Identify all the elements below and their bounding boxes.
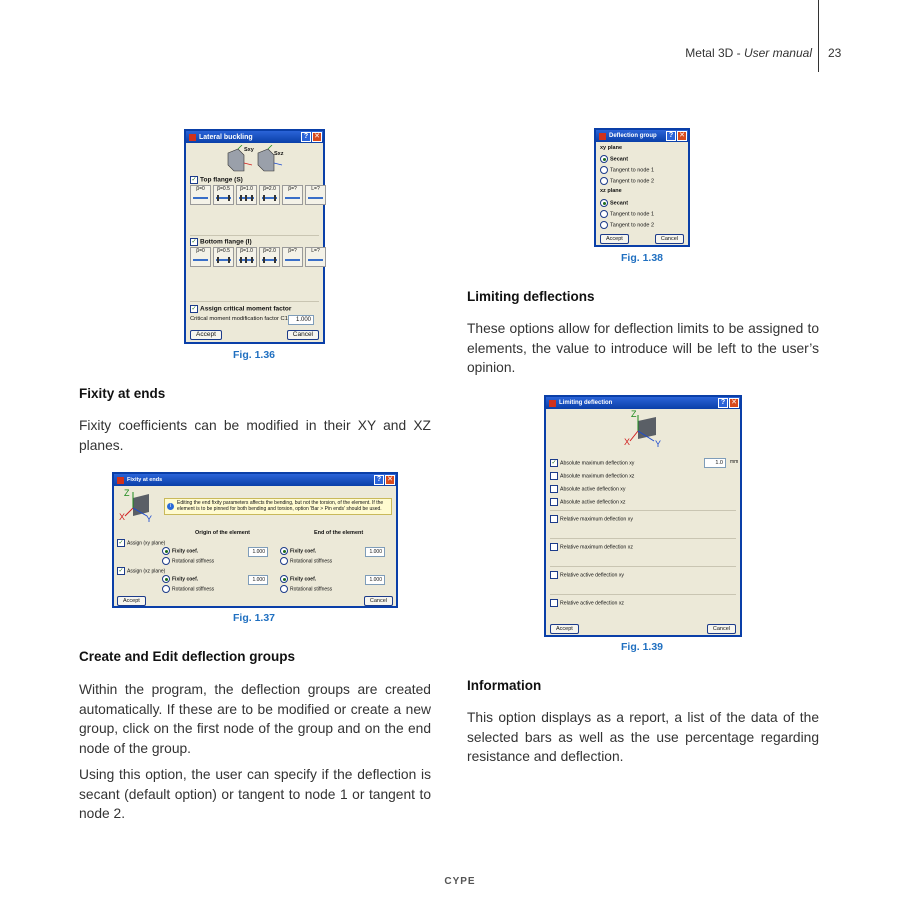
check-icon: ✓ <box>118 540 124 546</box>
axis-label-sxy: Sxy <box>244 147 254 153</box>
paragraph: Fixity coefficients can be modified in their XY and XZ planes. <box>79 418 431 453</box>
figure-caption: Fig. 1.37 <box>233 612 276 624</box>
top-flange-coefficients <box>190 185 328 205</box>
section-heading: Information <box>467 678 542 693</box>
accept-button[interactable]: Accept <box>550 624 579 634</box>
axis-z: Z <box>631 409 637 419</box>
coef-option[interactable]: L=? <box>305 185 326 205</box>
bottom-flange-checkbox[interactable]: ✓ Bottom flange (I) <box>191 238 252 246</box>
axis-x: X <box>119 512 126 522</box>
fixity-value-input[interactable]: 1.000 <box>365 547 385 557</box>
dialog-titlebar: Limiting deflection ? ✕ <box>546 397 740 409</box>
header-divider <box>818 0 819 72</box>
fixity-coef-radio[interactable]: Fixity coef. <box>280 547 316 555</box>
lateral-buckling-dialog <box>184 129 325 344</box>
end-heading: End of the element <box>314 530 364 536</box>
rel-act-xz-checkbox[interactable]: Relative active deflection xz <box>550 599 624 607</box>
abs-max-xy-input[interactable]: 1.0 <box>704 458 726 468</box>
abs-act-xy-checkbox[interactable]: Absolute active deflection xy <box>550 485 625 493</box>
coef-option[interactable]: β=1.0 <box>236 185 257 205</box>
app-icon <box>599 133 606 140</box>
rel-max-xz-checkbox[interactable]: Relative maximum deflection xz <box>550 543 633 551</box>
factor-label: Critical moment modification factor C1 <box>190 316 288 322</box>
check-icon: ✓ <box>191 306 197 312</box>
rel-act-xy-checkbox[interactable]: Relative active deflection xy <box>550 571 624 579</box>
origin-heading: Origin of the element <box>195 530 251 536</box>
help-button[interactable]: ? <box>374 475 384 485</box>
app-icon <box>117 477 124 484</box>
coef-option[interactable]: L=? <box>305 247 326 267</box>
abs-max-xy-checkbox[interactable]: ✓ Absolute maximum deflection xy <box>551 460 635 467</box>
help-button[interactable]: ? <box>666 131 676 141</box>
coef-option[interactable]: β=0.5 <box>213 185 234 205</box>
footer-brand: CYPE <box>444 876 476 887</box>
fixity-coef-radio[interactable]: Fixity coef. <box>280 575 316 583</box>
abs-act-xz-checkbox[interactable]: Absolute active deflection xz <box>550 498 625 506</box>
rotational-stiffness-radio[interactable]: Rotational stiffness <box>280 557 332 565</box>
accept-button[interactable]: Accept <box>117 596 146 606</box>
coef-option[interactable]: β=? <box>282 247 303 267</box>
bottom-flange-coefficients <box>190 247 328 267</box>
deflection-group-dialog <box>594 128 690 247</box>
close-button[interactable]: ✕ <box>312 132 322 142</box>
tangent-node-1-radio[interactable]: Tangent to node 1 <box>600 166 654 174</box>
rotational-stiffness-radio[interactable]: Rotational stiffness <box>162 557 214 565</box>
cancel-button[interactable]: Cancel <box>287 330 319 340</box>
critical-moment-checkbox[interactable]: ✓ Assign critical moment factor <box>191 305 292 313</box>
fixity-dialog <box>112 472 398 608</box>
xy-plane-label: xy plane <box>600 145 623 151</box>
coef-option[interactable]: β=2.0 <box>259 185 280 205</box>
rel-max-xy-checkbox[interactable]: Relative maximum deflection xy <box>550 515 633 523</box>
app-icon <box>549 400 556 407</box>
close-button[interactable]: ✕ <box>729 398 739 408</box>
limiting-deflection-dialog <box>544 395 742 637</box>
accept-button[interactable]: Accept <box>190 330 222 340</box>
factor-input[interactable]: 1.000 <box>288 315 314 325</box>
coef-option[interactable]: β=1.0 <box>236 247 257 267</box>
axis-label-sxz: Sxz <box>274 151 284 157</box>
info-box: i Editing the end fixity parameters affects the bending, but not the torsion, of the element. If the element is to be pinned for both bending and torsion, option 'Bar > Pin ends' should be used. <box>164 498 392 515</box>
top-flange-checkbox[interactable]: ✓ Top flange (S) <box>191 176 243 184</box>
rotational-stiffness-radio[interactable]: Rotational stiffness <box>162 585 214 593</box>
help-button[interactable]: ? <box>301 132 311 142</box>
cancel-button[interactable]: Cancel <box>364 596 393 606</box>
coef-option[interactable]: β=0.5 <box>213 247 234 267</box>
paragraph: Using this option, the user can specify if the deflection is secant (default option) or tangent to node 1 or tangent to node 2. <box>79 767 431 821</box>
section-heading: Limiting deflections <box>467 289 595 304</box>
fixity-value-input[interactable]: 1.000 <box>248 547 268 557</box>
figure-caption: Fig. 1.38 <box>621 252 664 264</box>
axis-x: X <box>624 437 631 447</box>
dialog-titlebar: Lateral buckling ? ✕ <box>186 131 323 143</box>
abs-max-xz-checkbox[interactable]: Absolute maximum deflection xz <box>550 472 634 480</box>
close-button[interactable]: ✕ <box>677 131 687 141</box>
rotational-stiffness-radio[interactable]: Rotational stiffness <box>280 585 332 593</box>
axis-z: Z <box>124 488 130 498</box>
cancel-button[interactable]: Cancel <box>707 624 736 634</box>
tangent-node-2-radio[interactable]: Tangent to node 2 <box>600 177 654 185</box>
xz-plane-label: xz plane <box>600 188 622 194</box>
section-diagram-icon <box>224 145 286 173</box>
coef-option[interactable]: β=2.0 <box>259 247 280 267</box>
fixity-value-input[interactable]: 1.000 <box>248 575 268 585</box>
secant-radio[interactable]: Secant <box>600 155 628 163</box>
check-icon <box>550 571 558 579</box>
page-number: 23 <box>828 46 842 60</box>
check-icon: ✓ <box>191 177 197 183</box>
assign-xy-checkbox[interactable]: ✓ Assign (xy plane) <box>118 540 166 547</box>
unit-label: mm <box>730 459 739 465</box>
paragraph: Within the program, the deflection groups are created automatically. If these are to be modified or create a new group, click on the first node of the group and on the end node of the group. <box>79 682 431 756</box>
check-icon <box>550 485 558 493</box>
coef-option[interactable]: β=? <box>282 185 303 205</box>
info-icon: i <box>167 503 174 510</box>
axis-y: Y <box>146 514 153 524</box>
coef-option[interactable]: β=0 <box>190 247 211 267</box>
dialog-titlebar: Deflection group ? ✕ <box>596 130 688 142</box>
tangent-node-2-radio[interactable]: Tangent to node 2 <box>600 221 654 229</box>
cancel-button[interactable]: Cancel <box>655 234 684 244</box>
fixity-value-input[interactable]: 1.000 <box>365 575 385 585</box>
check-icon <box>550 599 558 607</box>
paragraph: This option displays as a report, a list of the data of the selected bars as well as the use percentage regarding resistance and deflection. <box>467 710 819 764</box>
section-heading: Fixity at ends <box>79 386 166 401</box>
fixity-coef-radio[interactable]: Fixity coef. <box>162 547 198 555</box>
app-icon <box>189 134 196 141</box>
dialog-titlebar: Fixity at ends ? ✕ <box>114 474 396 486</box>
fixity-coef-radio[interactable]: Fixity coef. <box>162 575 198 583</box>
check-icon <box>550 543 558 551</box>
tangent-node-1-radio[interactable]: Tangent to node 1 <box>600 210 654 218</box>
assign-xz-checkbox[interactable]: ✓ Assign (xz plane) <box>118 568 166 575</box>
section-heading: Create and Edit deflection groups <box>79 649 296 664</box>
axis-y: Y <box>655 439 662 449</box>
close-button[interactable]: ✕ <box>385 475 395 485</box>
check-icon <box>550 498 558 506</box>
figure-caption: Fig. 1.39 <box>621 641 664 653</box>
coef-option[interactable]: β=0 <box>190 185 211 205</box>
accept-button[interactable]: Accept <box>600 234 629 244</box>
running-header: Metal 3D - User manual <box>685 46 812 60</box>
check-icon: ✓ <box>551 460 557 466</box>
paragraph: These options allow for deflection limits to be assigned to elements, the value to introduce will be left to the user’s opinion. <box>467 321 819 375</box>
check-icon <box>550 515 558 523</box>
check-icon <box>550 472 558 480</box>
figure-caption: Fig. 1.36 <box>233 349 276 361</box>
secant-radio[interactable]: Secant <box>600 199 628 207</box>
help-button[interactable]: ? <box>718 398 728 408</box>
check-icon: ✓ <box>118 568 124 574</box>
check-icon: ✓ <box>191 239 197 245</box>
